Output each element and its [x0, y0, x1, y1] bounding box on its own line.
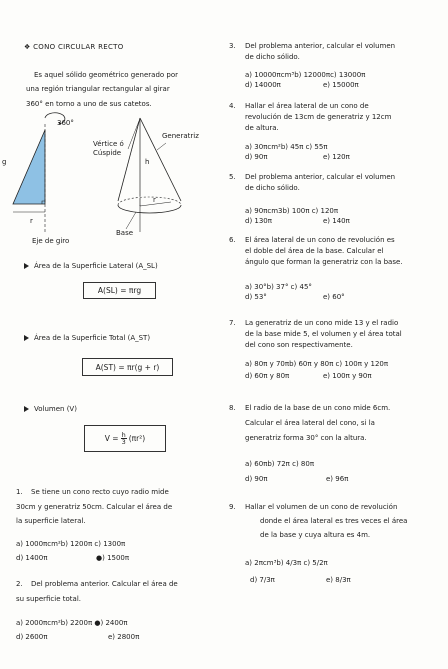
problem-4-line-1: Hallar el área lateral de un cono de: [245, 102, 369, 110]
problem-1-number: 1.: [16, 488, 23, 496]
problem-7-line-3: del cono son respectivamente.: [245, 341, 353, 349]
problem-1-line-2: 30cm y generatriz 50cm. Calcular el área de: [16, 503, 173, 511]
r-label: r: [30, 217, 33, 225]
problem-2-line-1: Del problema anterior. Calcular el área de: [31, 580, 178, 588]
problem-3-options-row-1: a) 10000πcm³b) 12000πc) 13000π: [245, 71, 366, 79]
problem-6-option-e: e) 60°: [323, 293, 345, 301]
problem-3-option-d: d) 14000π: [245, 81, 281, 89]
base-r-label: r: [153, 196, 156, 204]
problem-3-option-e: e) 15000π: [323, 81, 359, 89]
problem-5-options-row-1: a) 90πcm3b) 100π c) 120π: [245, 207, 339, 215]
problem-9-options-row-1: a) 2πcm³b) 4/3π c) 5/2π: [245, 559, 328, 567]
volume-formula: V = $\frac{h}{3}$ (πr²): [84, 425, 166, 452]
vertex-label-2: Cúspide: [93, 149, 122, 157]
problem-7-option-e: e) 100π y 90π: [323, 372, 372, 380]
problem-8-option-e: e) 96π: [326, 475, 349, 483]
problem-7-options-row-1: a) 80π y 70πb) 60π y 80π c) 100π y 120π: [245, 360, 389, 368]
vertex-leader: [128, 121, 139, 149]
pointer-icon: [24, 263, 29, 269]
cone-left-side: [118, 118, 140, 201]
problem-2-number: 2.: [16, 580, 23, 588]
volume-title: Volumen (V): [24, 405, 77, 413]
section-header-text: CONO CIRCULAR RECTO: [33, 43, 124, 51]
problem-1-line-1: Se tiene un cono recto cuyo radio mide: [31, 488, 169, 496]
problem-6-options-row-1: a) 30°b) 37° c) 45°: [245, 283, 312, 291]
problem-1-line-3: la superficie lateral.: [16, 517, 86, 525]
problem-3-number: 3.: [229, 42, 236, 50]
problem-6-line-1: El área lateral de un cono de revolución es: [245, 236, 395, 244]
problem-4-option-d: d) 90π: [245, 153, 268, 161]
problem-4-line-2: revolución de 13cm de generatriz y 12cm: [245, 113, 392, 121]
problem-4-number: 4.: [229, 102, 236, 110]
problem-8-line-2: Calcular el área lateral del cono, si la: [245, 419, 375, 427]
problem-6-option-d: d) 53°: [245, 293, 267, 301]
axis-label: Eje de giro: [32, 237, 70, 245]
problem-2-option-e: e) 2800π: [108, 633, 140, 641]
problem-4-option-e: e) 120π: [323, 153, 350, 161]
problem-5-line-2: de dicho sólido.: [245, 184, 300, 192]
problem-9-line-3: de la base y cuya altura es 4m.: [260, 531, 371, 539]
problem-4-options-row-1: a) 30πcm²b) 45π c) 55π: [245, 143, 328, 151]
intro-line-2: una región triangular rectangular al girar: [26, 85, 170, 93]
problem-7-number: 7.: [229, 319, 236, 327]
rotation-label: 360°: [57, 119, 74, 127]
generatrix-leader: [157, 143, 166, 150]
problem-2-options-row-1: a) 2000πcm²b) 2200π ●) 2400π: [16, 619, 128, 627]
vertex-label-1: Vértice ó: [93, 140, 124, 148]
base-label: Base: [116, 229, 134, 237]
problem-6-number: 6.: [229, 236, 236, 244]
problem-5-option-e: e) 140π: [323, 217, 350, 225]
right-triangle: [13, 130, 45, 204]
problem-3-line-2: de dicho sólido.: [245, 53, 300, 61]
problem-7-option-d: d) 60π y 80π: [245, 372, 290, 380]
problem-8-options-row-1: a) 60πb) 72π c) 80π: [245, 460, 315, 468]
problem-9-number: 9.: [229, 503, 236, 511]
h-label: h: [145, 158, 150, 166]
cone-base-hidden-arc: [118, 197, 181, 205]
pointer-icon: [24, 335, 29, 341]
problem-8-line-3: generatriz forma 30° con la altura.: [245, 434, 367, 442]
problem-9-line-2: donde el área lateral es tres veces el área: [260, 517, 408, 525]
problem-7-line-1: La generatriz de un cono mide 13 y el radio: [245, 319, 399, 327]
g-label: g: [2, 158, 7, 166]
generatrix-label: Generatriz: [162, 132, 199, 140]
problem-6-line-2: el doble del área de la base. Calcular el: [245, 247, 384, 255]
problem-9-option-d: d) 7/3π: [250, 576, 275, 584]
problem-1-options-row-1: a) 1000πcm²b) 1200π c) 1300π: [16, 540, 126, 548]
problem-5-line-1: Del problema anterior, calcular el volumen: [245, 173, 396, 181]
intro-line-1: Es aquel sólido geométrico generado por: [34, 71, 179, 79]
problem-8-number: 8.: [229, 404, 236, 412]
problem-8-option-d: d) 90π: [245, 475, 268, 483]
intro-line-3: 360° en torno a uno de sus catetos.: [26, 100, 152, 108]
diamond-bullet-icon: ❖: [24, 43, 31, 51]
total-area-title: Área de la Superficie Total (A_ST): [24, 334, 150, 342]
problem-2-option-d: d) 2600π: [16, 633, 48, 641]
lateral-area-title: Área de la Superficie Lateral (A_SL): [24, 262, 158, 270]
problem-1-option-e: ●) 1500π: [96, 554, 130, 562]
lateral-area-formula: A(SL) = πrg: [83, 282, 156, 299]
problem-7-line-2: de la base mide 5, el volumen y el área total: [245, 330, 402, 338]
problem-5-number: 5.: [229, 173, 236, 181]
total-area-formula: A(ST) = πr(g + r): [82, 358, 173, 376]
problem-9-line-1: Hallar el volumen de un cono de revolución: [245, 503, 398, 511]
problem-9-option-e: e) 8/3π: [326, 576, 351, 584]
problem-2-line-2: su superficie total.: [16, 595, 81, 603]
problem-5-option-d: d) 130π: [245, 217, 272, 225]
problem-4-line-3: de altura.: [245, 124, 279, 132]
base-leader: [126, 212, 136, 229]
pointer-icon: [24, 406, 29, 412]
problem-8-line-1: El radio de la base de un cono mide 6cm.: [245, 404, 391, 412]
volume-fraction: $\frac{h}{3}$: [121, 430, 126, 446]
problem-1-option-d: d) 1400π: [16, 554, 48, 562]
problem-3-line-1: Del problema anterior, calcular el volumen: [245, 42, 396, 50]
problem-6-line-3: ángulo que forman la generatriz con la base.: [245, 258, 403, 266]
cone-figure: [0, 0, 230, 250]
